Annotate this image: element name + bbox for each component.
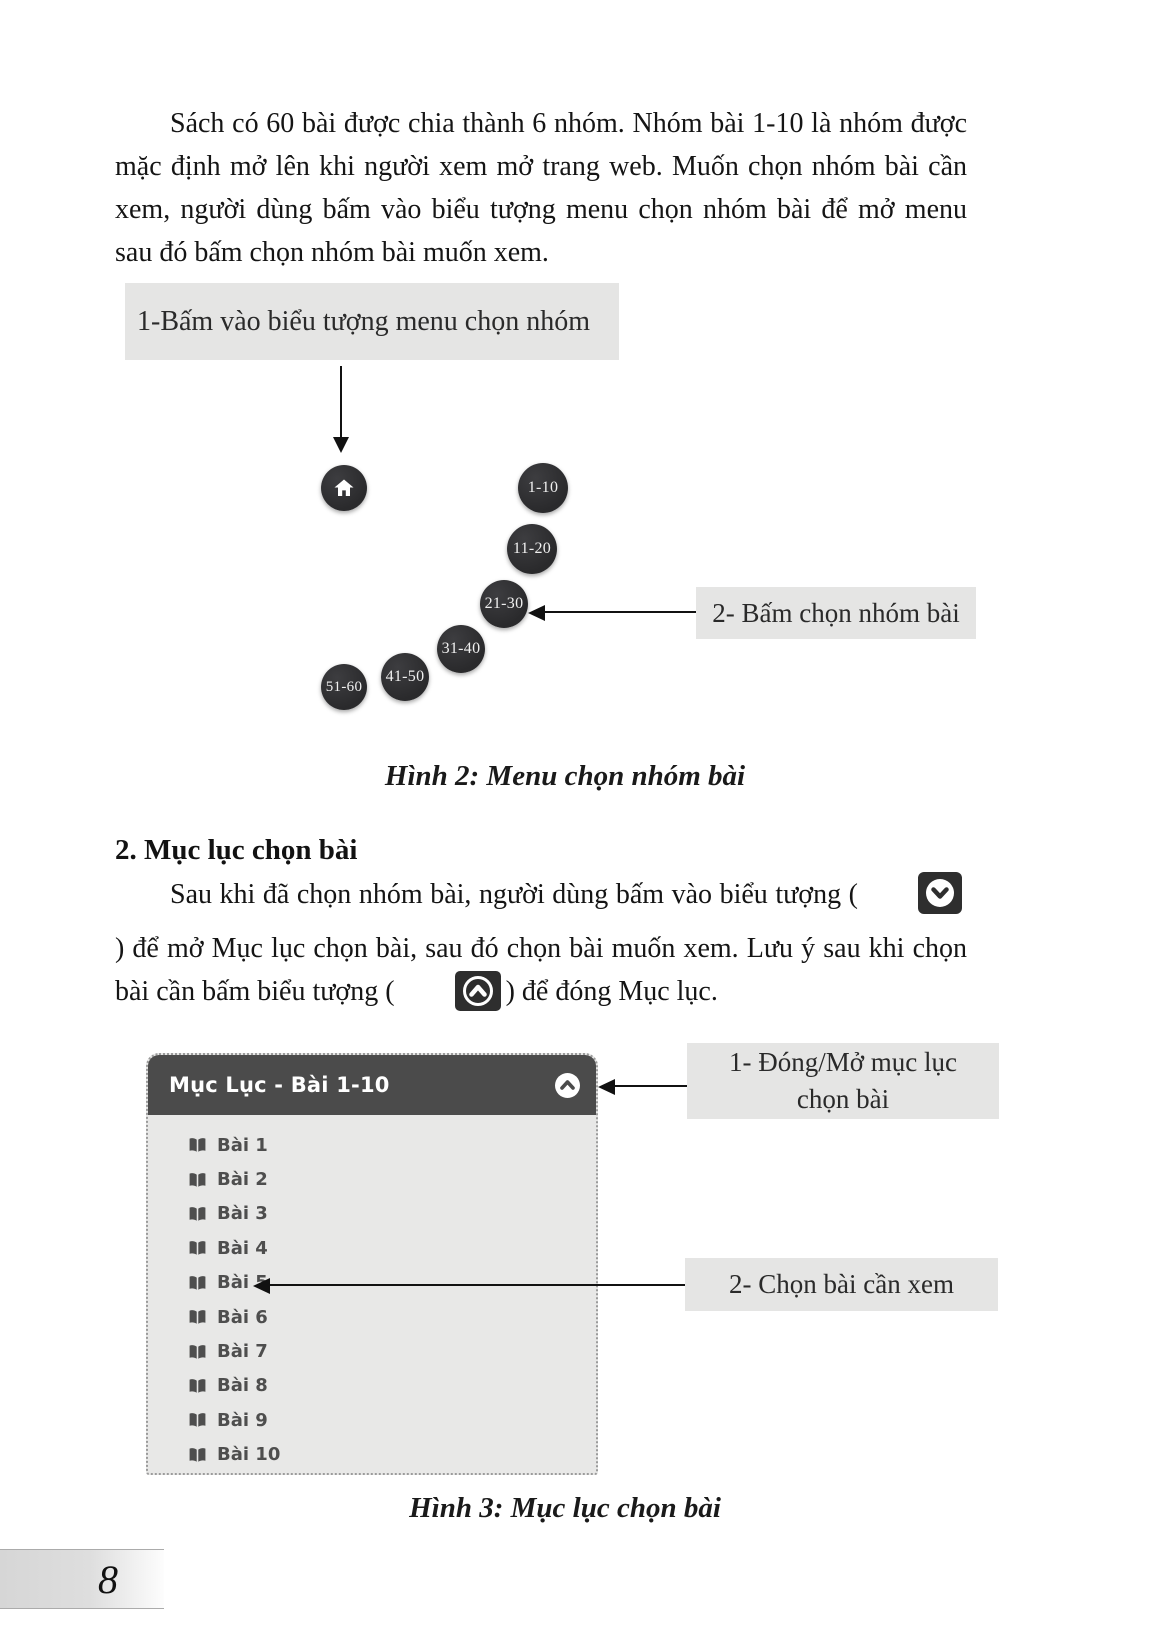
menu-group-button-31-40[interactable] — [437, 625, 485, 673]
toc-header[interactable] — [148, 1055, 596, 1115]
book-icon — [188, 1172, 207, 1188]
toc-item-label: Bài 6 — [217, 1306, 268, 1328]
toc-item-label: Bài 2 — [217, 1169, 268, 1191]
figure2-caption: Hình 2: Menu chọn nhóm bài — [384, 760, 746, 792]
group-label: 11-20 — [512, 540, 552, 557]
book-icon — [188, 1137, 207, 1153]
book-icon — [188, 1344, 207, 1360]
toc-item-bai-3[interactable] — [188, 1197, 596, 1231]
group-label: 1-10 — [527, 479, 559, 496]
group-label: 51-60 — [325, 678, 363, 695]
toc-item-label: Bài 9 — [217, 1409, 268, 1431]
toc-item-bai-10[interactable] — [188, 1438, 596, 1472]
arrow-to-toggle-line — [614, 1085, 687, 1087]
callout-toggle-text-line1: 1- Đóng/Mở mục lục — [729, 1047, 957, 1077]
toc-item-label: Bài 4 — [217, 1237, 268, 1259]
section-paragraph-part2: ) để mở Mục lục chọn bài, sau đó chọn bài muốn xem. Lưu ý sau khi chọn bài cần bấm biểu tượng ( — [115, 933, 967, 1007]
group-label: 41-50 — [385, 668, 425, 685]
chevron-down-circle-icon — [863, 872, 962, 927]
arrow-to-group-head — [528, 605, 545, 621]
page-number-box — [0, 1549, 164, 1609]
intro-paragraph: Sách có 60 bài được chia thành 6 nhóm. Nhóm bài 1-10 là nhóm được mặc định mở lên khi người xem mở trang web. Muốn chọn nhóm bài cần xem, người dùng bấm vào biểu tượng menu chọn nhóm bài để mở menu sau đó bấm chọn nhóm bài muốn xem. — [115, 108, 967, 268]
toc-item-label: Bài 3 — [217, 1203, 268, 1225]
callout-group-label — [696, 587, 976, 639]
page-number: 8 — [98, 1556, 118, 1602]
book-icon — [188, 1412, 207, 1428]
toc-item-label: Bài 10 — [217, 1444, 281, 1466]
callout-menu-text: 1-Bấm vào biểu tượng menu chọn nhóm — [137, 305, 591, 337]
book-icon — [188, 1378, 207, 1394]
book-icon — [188, 1240, 207, 1256]
figure3-caption: Hình 3: Mục lục chọn bài — [409, 1492, 721, 1524]
toc-list — [148, 1115, 596, 1472]
menu-group-button-51-60[interactable] — [321, 664, 367, 710]
menu-group-button-41-50[interactable] — [381, 653, 429, 701]
arrow-to-group-line — [544, 611, 697, 613]
group-label: 31-40 — [441, 640, 481, 657]
arrow-to-item-line — [269, 1284, 685, 1286]
arrow-to-item-head — [253, 1278, 270, 1294]
menu-group-button-1-10[interactable] — [518, 463, 568, 513]
callout-menu-label — [125, 283, 619, 360]
menu-group-button-21-30[interactable] — [480, 580, 528, 628]
group-label: 21-30 — [484, 595, 524, 612]
menu-group-button-11-20[interactable] — [507, 524, 557, 574]
toc-item-bai-4[interactable] — [188, 1231, 596, 1265]
callout-select-text: 2- Chọn bài cần xem — [729, 1269, 954, 1299]
book-icon — [188, 1206, 207, 1222]
callout-group-text: 2- Bấm chọn nhóm bài — [712, 597, 960, 628]
toc-item-bai-7[interactable] — [188, 1334, 596, 1368]
section-heading: 2. Mục lục chọn bài — [115, 834, 358, 866]
toc-item-bai-6[interactable] — [188, 1300, 596, 1334]
arrow-to-home-head — [333, 437, 349, 453]
section-paragraph-part3: ) để đóng Mục lục. — [505, 976, 718, 1007]
arrow-to-home-line — [340, 366, 342, 438]
home-icon — [332, 476, 356, 500]
section-paragraph-part1: Sau khi đã chọn nhóm bài, người dùng bấm vào biểu tượng ( — [170, 879, 858, 910]
toc-item-label: Bài 5 — [217, 1272, 268, 1294]
toc-item-label: Bài 1 — [217, 1134, 268, 1156]
chevron-up-circle-icon[interactable] — [554, 1072, 581, 1099]
book-icon — [188, 1447, 207, 1463]
toc-item-bai-8[interactable] — [188, 1369, 596, 1403]
callout-select-label — [685, 1258, 998, 1311]
toc-item-bai-9[interactable] — [188, 1403, 596, 1437]
toc-item-bai-5[interactable] — [188, 1266, 596, 1300]
toc-item-bai-1[interactable] — [188, 1128, 596, 1162]
callout-toggle-text-line2: chọn bài — [796, 1084, 890, 1114]
section-paragraph — [115, 872, 967, 1024]
chevron-up-circle-icon — [400, 971, 501, 1024]
toc-panel — [146, 1053, 598, 1475]
book-icon — [188, 1275, 207, 1291]
book-icon — [188, 1309, 207, 1325]
toc-title: Mục Lục - Bài 1-10 — [169, 1073, 390, 1097]
toc-item-label: Bài 7 — [217, 1341, 268, 1363]
home-button[interactable] — [321, 465, 367, 511]
arrow-to-toggle-head — [598, 1079, 615, 1095]
toc-item-bai-2[interactable] — [188, 1162, 596, 1196]
callout-toggle-label — [687, 1043, 999, 1119]
toc-item-label: Bài 8 — [217, 1375, 268, 1397]
